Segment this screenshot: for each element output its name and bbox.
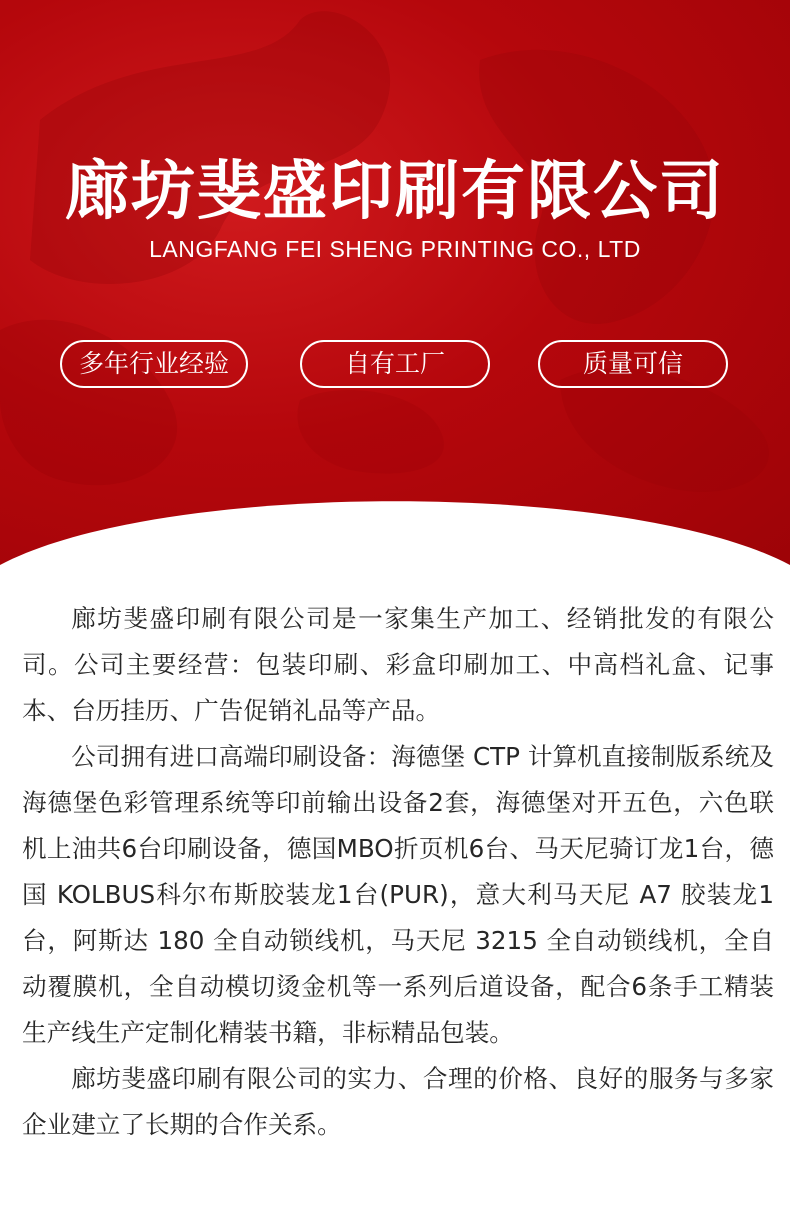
company-description: [22, 596, 774, 1148]
hero-banner: [0, 0, 790, 570]
hero-bottom-curve: [0, 470, 790, 570]
tag-own-factory: 自有工厂: [300, 340, 490, 388]
company-name-english: LANGFANG FEI SHENG PRINTING CO., LTD: [149, 236, 641, 262]
description-paragraph-intro: 廊坊斐盛印刷有限公司是一家集生产加工、经销批发的有限公司。公司主要经营：包装印刷、彩盒印刷加工、中高档礼盒、记事本、台历挂历、广告促销礼品等产品。: [22, 604, 774, 725]
tag-experience: 多年行业经验: [60, 340, 248, 388]
description-paragraph-equipment: 公司拥有进口高端印刷设备：海德堡 CTP 计算机直接制版系统及海德堡色彩管理系统等印前输出设备2套，海德堡对开五色，六色联机上油共6台印刷设备，德国MBO折页机6台、马天尼骑订龙1台，德国 KOLBUS科尔布斯胶装龙1台(PUR)，意大利马天尼 A7 胶装龙1台，阿斯达 180 全自动锁线机，马天尼 3215 全自动锁线机，全自动覆膜机，全自动模切烫金机等一系列后道设备，配合6条手工精装生产线生产定制化精装书籍，非标精品包装。: [22, 742, 774, 1047]
description-paragraph-partnership: 廊坊斐盛印刷有限公司的实力、合理的价格、良好的服务与多家企业建立了长期的合作关系。: [22, 1064, 774, 1139]
tag-quality: 质量可信: [538, 340, 728, 388]
company-name-title: 廊坊斐盛印刷有限公司: [65, 155, 725, 229]
